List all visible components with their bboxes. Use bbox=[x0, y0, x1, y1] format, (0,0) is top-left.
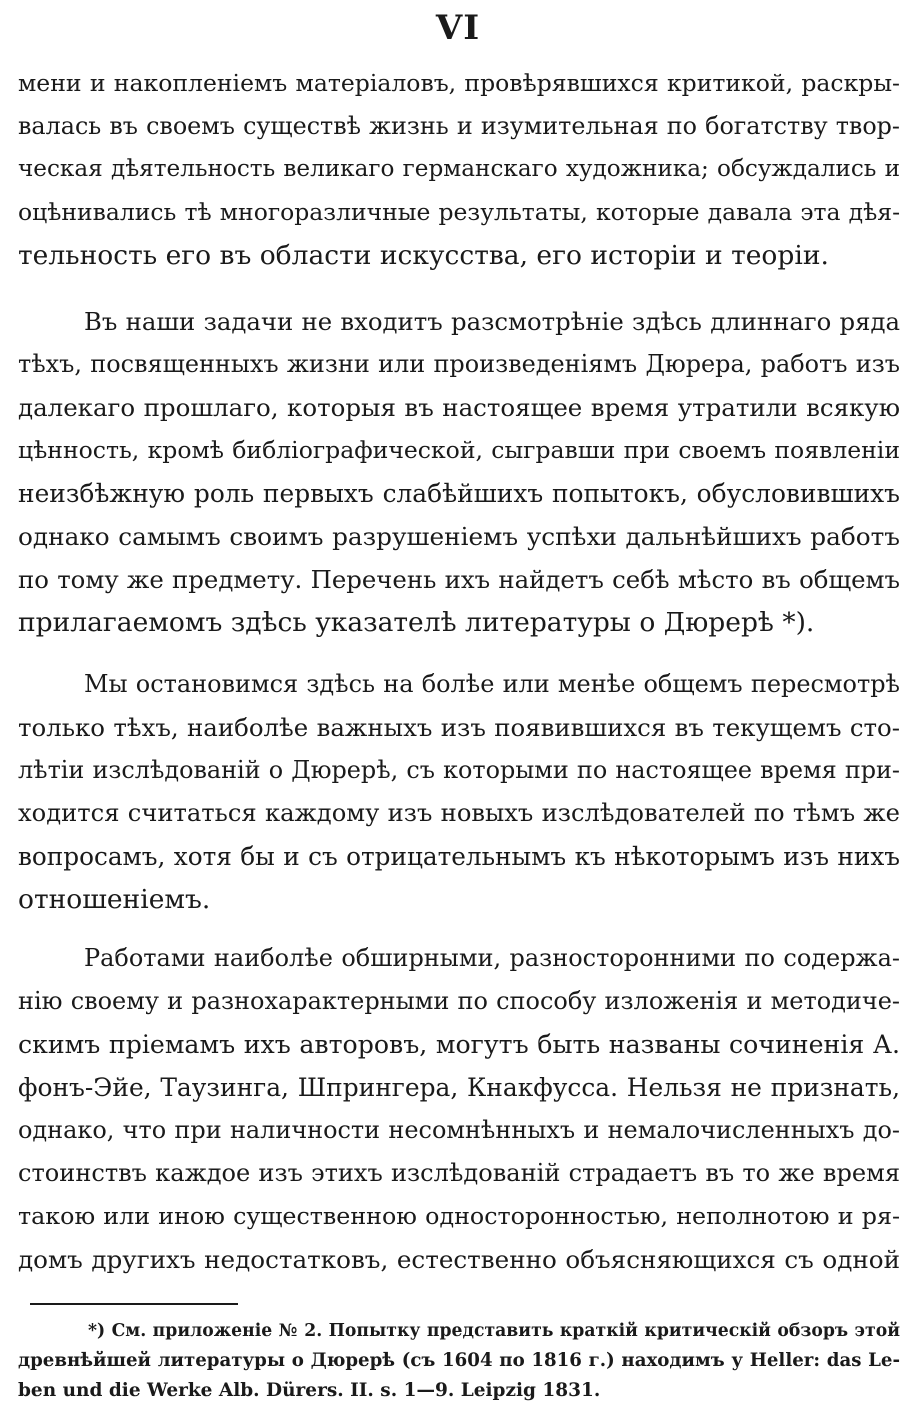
footnote bbox=[18, 1316, 900, 1406]
text-line: Въ наши задачи не входитъ разсмотрѣніе здѣсь длиннаго ряда bbox=[84, 307, 900, 336]
text-line: такою или иною существенною односторонностью, неполнотою и ря- bbox=[18, 1202, 900, 1230]
page-number: VI bbox=[435, 8, 481, 48]
text-line: однако самымъ своимъ разрушеніемъ успѣхи дальнѣйшихъ работъ bbox=[18, 522, 900, 551]
text-line: неизбѣжную роль первыхъ слабѣйшихъ попытокъ, обусловившихъ bbox=[18, 479, 900, 508]
text-line: мени и накопленіемъ матеріаловъ, провѣрявшихся критикой, раскры- bbox=[18, 69, 900, 97]
text-line: только тѣхъ, наиболѣе важныхъ изъ появившихся въ текущемъ сто- bbox=[18, 713, 900, 742]
text-line: стоинствъ каждое изъ этихъ изслѣдованій страдаетъ въ то же время bbox=[18, 1159, 900, 1187]
paragraph-1 bbox=[18, 62, 900, 277]
text-line: оцѣнивались тѣ многоразличные результаты, которые давала эта дѣя- bbox=[18, 198, 900, 226]
paragraph-4 bbox=[18, 937, 900, 1281]
text-line: тѣхъ, посвященныхъ жизни или произведеніямъ Дюрера, работъ изъ bbox=[18, 350, 900, 378]
paragraph-3 bbox=[18, 663, 900, 921]
footnote-line: древнѣйшей литературы о Дюрерѣ (съ 1604 по 1816 г.) находимъ у Heller: das Le- bbox=[18, 1350, 900, 1371]
text-line: отношеніемъ. bbox=[18, 884, 211, 915]
text-line: ческая дѣятельность великаго германскаго художника; обсуждались и bbox=[18, 156, 900, 182]
text-line: ходится считаться каждому изъ новыхъ изслѣдователей по тѣмъ же bbox=[18, 799, 900, 827]
footnote-divider bbox=[30, 1303, 238, 1305]
text-line: тельность его въ области искусства, его исторіи и теоріи. bbox=[18, 240, 829, 271]
text-line: Работами наиболѣе обширными, разносторонними по содержа- bbox=[84, 944, 900, 972]
text-line: лѣтіи изслѣдованій о Дюрерѣ, съ которыми по настоящее время при- bbox=[18, 756, 900, 784]
text-line: прилагаемомъ здѣсь указателѣ литературы о Дюрерѣ *). bbox=[18, 607, 815, 638]
text-line: вопросамъ, хотя бы и съ отрицательнымъ къ нѣкоторымъ изъ нихъ bbox=[18, 842, 900, 871]
text-line: фонъ-Эйе, Таузинга, Шпрингера, Кнакфусса. Нельзя не признать, bbox=[18, 1073, 900, 1102]
text-line: валась въ своемъ существѣ жизнь и изумительная по богатству твор- bbox=[18, 112, 900, 140]
text-line: скимъ пріемамъ ихъ авторовъ, могутъ быть названы сочиненія А. bbox=[18, 1030, 900, 1059]
text-line: нію своему и разнохарактерными по способу изложенія и методиче- bbox=[18, 987, 900, 1015]
text-line: цѣнность, кромѣ библіографической, сыгравши при своемъ появленіи bbox=[18, 436, 900, 464]
text-line: по тому же предмету. Перечень ихъ найдетъ себѣ мѣсто въ общемъ bbox=[18, 565, 900, 594]
text-line: домъ другихъ недостатковъ, естественно объясняющихся съ одной bbox=[18, 1245, 900, 1274]
text-line: Мы остановимся здѣсь на болѣе или менѣе общемъ пересмотрѣ bbox=[84, 670, 900, 698]
footnote-line: *) См. приложеніе № 2. Попытку представить краткій критическій обзоръ этой bbox=[88, 1321, 900, 1341]
text-line: однако, что при наличности несомнѣнныхъ и немалочисленныхъ до- bbox=[18, 1116, 900, 1144]
text-line: далекаго прошлаго, которыя въ настоящее время утратили всякую bbox=[18, 393, 900, 422]
footnote-line: ben und die Werke Alb. Dürers. II. s. 1—9. Leipzig 1831. bbox=[18, 1380, 601, 1401]
paragraph-2 bbox=[18, 300, 900, 644]
